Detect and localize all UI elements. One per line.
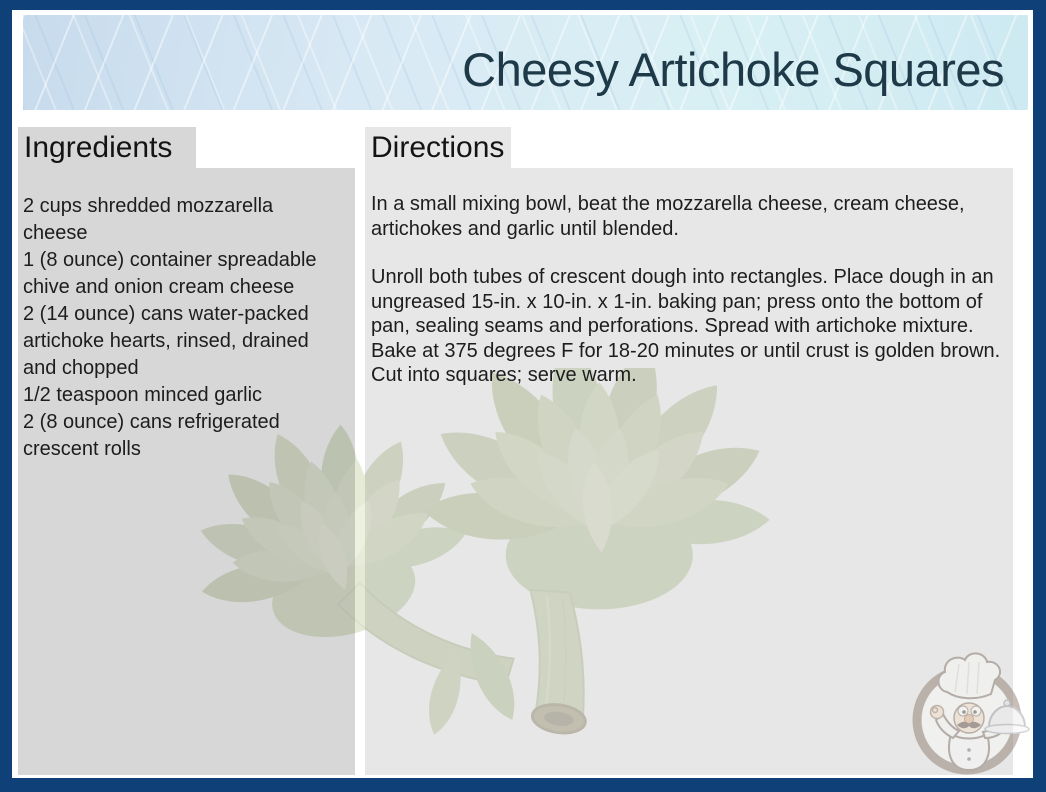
ingredients-heading: Ingredients xyxy=(24,130,173,164)
ingredient-item: 2 (14 ounce) cans water-packed artichoke hearts, rinsed, drained and chopped xyxy=(23,303,309,379)
ingredients-heading-box xyxy=(18,127,196,168)
page-title: Cheesy Artichoke Squares xyxy=(462,43,1004,96)
ingredient-item: 1 (8 ounce) container spreadable chive and onion cream cheese xyxy=(23,249,317,298)
directions-paragraph: In a small mixing bowl, beat the mozzarella cheese, cream cheese, artichokes and garlic until blended. xyxy=(371,193,965,240)
directions-panel xyxy=(365,168,1013,775)
ingredient-item: 1/2 teaspoon minced garlic xyxy=(23,384,263,406)
directions-heading: Directions xyxy=(371,130,505,164)
ingredients-panel xyxy=(18,168,355,775)
title-band xyxy=(23,15,1028,110)
ingredient-item: 2 cups shredded mozzarella cheese xyxy=(23,195,274,244)
ingredient-item: 2 (8 ounce) cans refrigerated crescent rolls xyxy=(23,411,280,460)
directions-heading-box xyxy=(365,127,511,168)
directions-paragraph: Unroll both tubes of crescent dough into rectangles. Place dough in an ungreased 15-in. x 10-in. x 1-in. baking pan; press onto the bottom of pan, sealing seams and perforations. Spread with artichoke mixture. Bake at 375 degrees F for 18-20 minutes or until crust is golden brown. Cut into squares; serve warm. xyxy=(371,266,1001,386)
